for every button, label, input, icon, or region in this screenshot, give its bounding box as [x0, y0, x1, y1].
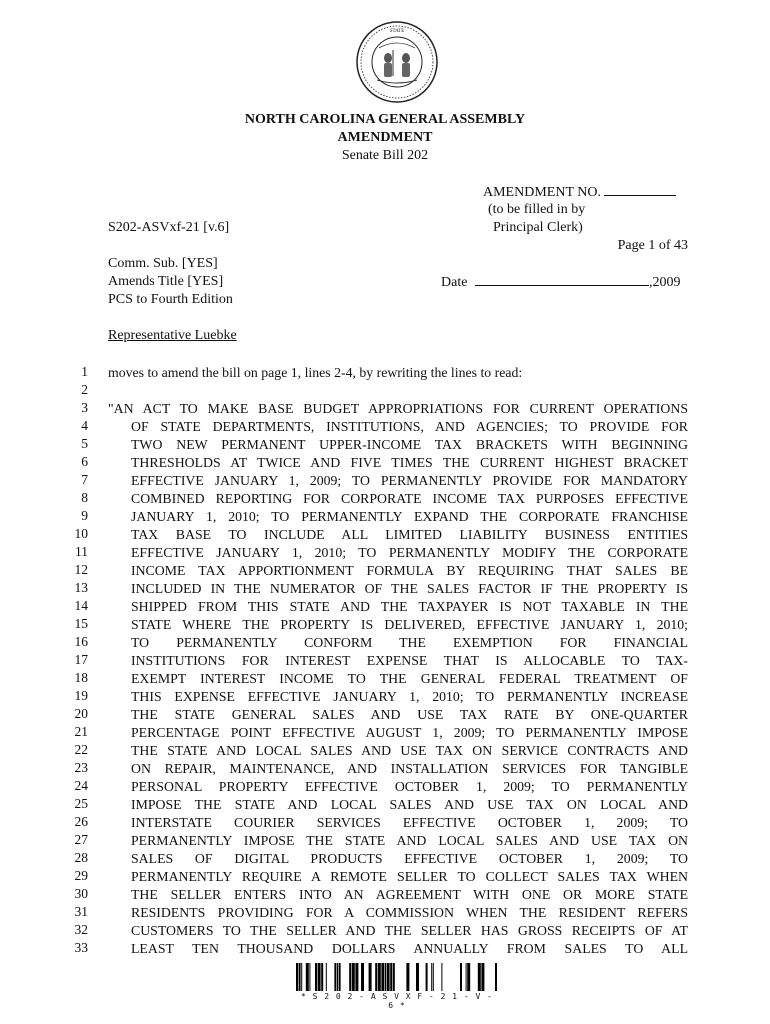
line-number: 16 — [74, 634, 88, 649]
amendment-number — [483, 183, 676, 202]
line-text: THE STATE AND LOCAL SALES AND USE TAX ON SERVICE CONTRACTS AND — [131, 743, 688, 758]
line-number: 1 — [81, 364, 88, 379]
barcode-icon — [296, 963, 498, 991]
amends-title: Amends Title [YES] — [108, 274, 224, 289]
page-number: Page 1 of 43 — [617, 238, 688, 253]
amendment-number-label: AMENDMENT NO. — [483, 185, 601, 200]
line-number: 33 — [74, 940, 88, 955]
line-text: TWO NEW PERMANENT UPPER-INCOME TAX BRACKETS WITH BEGINNING — [131, 437, 688, 452]
barcode-caption: * S 2 0 2 - A S V X F - 2 1 - V - 6 * — [301, 992, 493, 1010]
line-text: INCOME TAX APPORTIONMENT FORMULA BY REQUIRING THAT SALES BE — [131, 563, 688, 578]
fill-note-line-2: Principal Clerk) — [493, 220, 583, 235]
line-number: 21 — [74, 724, 88, 739]
date-blank — [475, 273, 649, 286]
line-number: 6 — [81, 454, 88, 469]
line-number: 26 — [74, 814, 88, 829]
line-number: 19 — [74, 688, 88, 703]
line-text — [108, 382, 668, 400]
line-number: 12 — [74, 562, 88, 577]
line-number: 30 — [74, 886, 88, 901]
line-number: 10 — [74, 526, 88, 541]
line-text: INCLUDED IN THE NUMERATOR OF THE SALES FACTOR IF THE PROPERTY IS — [131, 581, 688, 596]
bill-name: Senate Bill 202 — [341, 148, 429, 163]
pcs-edition: PCS to Fourth Edition — [108, 292, 233, 307]
line-text: LEAST TEN THOUSAND DOLLARS ANNUALLY FROM SALES TO ALL — [131, 941, 688, 956]
line-text: EFFECTIVE JANUARY 1, 2010; TO PERMANENTLY MODIFY THE CORPORATE — [131, 545, 688, 560]
line-number: 24 — [74, 778, 88, 793]
line-text: STATE WHERE THE PROPERTY IS DELIVERED, EFFECTIVE JANUARY 1, 2010; — [131, 617, 688, 632]
line-text: SHIPPED FROM THIS STATE AND THE TAXPAYER IS NOT TAXABLE IN THE — [131, 599, 688, 614]
line-text: RESIDENTS PROVIDING FOR A COMMISSION WHEN THE RESIDENT REFERS — [131, 905, 688, 920]
assembly-title: NORTH CAROLINA GENERAL ASSEMBLY — [244, 112, 526, 127]
line-text: IMPOSE THE STATE AND LOCAL SALES AND USE TAX ON LOCAL AND — [131, 797, 688, 812]
line-text: SALES OF DIGITAL PRODUCTS EFFECTIVE OCTOBER 1, 2009; TO — [131, 851, 688, 866]
line-text: THE SELLER ENTERS INTO AN AGREEMENT WITH ONE OR MORE STATE — [131, 887, 688, 902]
document-type: AMENDMENT — [337, 130, 433, 145]
line-text: PERSONAL PROPERTY EFFECTIVE OCTOBER 1, 2009; TO PERMANENTLY — [131, 779, 688, 794]
line-number: 22 — [74, 742, 88, 757]
line-text: PERCENTAGE POINT EFFECTIVE AUGUST 1, 2009; TO PERMANENTLY IMPOSE — [131, 725, 688, 740]
line-text: moves to amend the bill on page 1, lines 2-4, by rewriting the lines to read: — [108, 365, 523, 380]
line-number: 28 — [74, 850, 88, 865]
amendment-number-blank — [604, 183, 676, 196]
date-label: Date — [441, 275, 468, 290]
line-number: 3 — [81, 400, 88, 415]
line-number: 5 — [81, 436, 88, 451]
line-number: 23 — [74, 760, 88, 775]
line-number: 14 — [74, 598, 88, 613]
line-text: CUSTOMERS TO THE SELLER AND THE SELLER HAS GROSS RECEIPTS OF AT — [131, 923, 688, 938]
line-number: 29 — [74, 868, 88, 883]
line-number: 13 — [74, 580, 88, 595]
line-number: 2 — [81, 382, 88, 397]
date-field — [441, 273, 680, 292]
line-number: 11 — [75, 544, 88, 559]
line-text: INTERSTATE COURIER SERVICES EFFECTIVE OCTOBER 1, 2009; TO — [131, 815, 688, 830]
line-number: 18 — [74, 670, 88, 685]
line-number: 15 — [74, 616, 88, 631]
line-number: 9 — [81, 508, 88, 523]
line-number: 27 — [74, 832, 88, 847]
line-number: 4 — [81, 418, 88, 433]
line-text: THE STATE GENERAL SALES AND USE TAX RATE BY ONE-QUARTER — [131, 707, 688, 722]
line-number: 20 — [74, 706, 88, 721]
line-number: 32 — [74, 922, 88, 937]
bill-code: S202-ASVxf-21 [v.6] — [108, 220, 230, 235]
line-number: 7 — [81, 472, 88, 487]
state-seal-icon — [355, 20, 439, 104]
line-number: 8 — [81, 490, 88, 505]
line-text: PERMANENTLY IMPOSE THE STATE AND LOCAL SALES AND USE TAX ON — [131, 833, 688, 848]
line-text: THIS EXPENSE EFFECTIVE JANUARY 1, 2010; TO PERMANENTLY INCREASE — [131, 689, 688, 704]
line-text: JANUARY 1, 2010; TO PERMANENTLY EXPAND THE CORPORATE FRANCHISE — [131, 509, 688, 524]
line-number: 31 — [74, 904, 88, 919]
line-number: 17 — [74, 652, 88, 667]
representative: Representative Luebke — [108, 328, 237, 343]
fill-note-line-1: (to be filled in by — [488, 202, 586, 217]
line-text: OF STATE DEPARTMENTS, INSTITUTIONS, AND AGENCIES; TO PROVIDE FOR — [131, 419, 688, 434]
line-text: EFFECTIVE JANUARY 1, 2009; TO PERMANENTLY PROVIDE FOR MANDATORY — [131, 473, 688, 488]
line-text: PERMANENTLY REQUIRE A REMOTE SELLER TO COLLECT SALES TAX WHEN — [131, 869, 688, 884]
line-text: INSTITUTIONS FOR INTEREST EXPENSE THAT IS ALLOCABLE TO TAX- — [131, 653, 688, 668]
date-year: ,2009 — [648, 275, 681, 290]
line-text: TAX BASE TO INCLUDE ALL LIMITED LIABILITY BUSINESS ENTITIES — [131, 527, 688, 542]
line-text: THRESHOLDS AT TWICE AND FIVE TIMES THE CURRENT HIGHEST BRACKET — [131, 455, 688, 470]
line-text: COMBINED REPORTING FOR CORPORATE INCOME TAX PURPOSES EFFECTIVE — [131, 491, 688, 506]
svg-text:STATE: STATE — [389, 29, 405, 34]
line-text: ON REPAIR, MAINTENANCE, AND INSTALLATION SERVICES FOR TANGIBLE — [131, 761, 688, 776]
line-text: "AN ACT TO MAKE BASE BUDGET APPROPRIATIONS FOR CURRENT OPERATIONS — [108, 401, 688, 416]
line-number: 25 — [74, 796, 88, 811]
comm-sub: Comm. Sub. [YES] — [108, 256, 218, 271]
line-text: TO PERMANENTLY CONFORM THE EXEMPTION FOR FINANCIAL — [131, 635, 688, 650]
line-text: EXEMPT INTEREST INCOME TO THE GENERAL FEDERAL TREATMENT OF — [131, 671, 688, 686]
